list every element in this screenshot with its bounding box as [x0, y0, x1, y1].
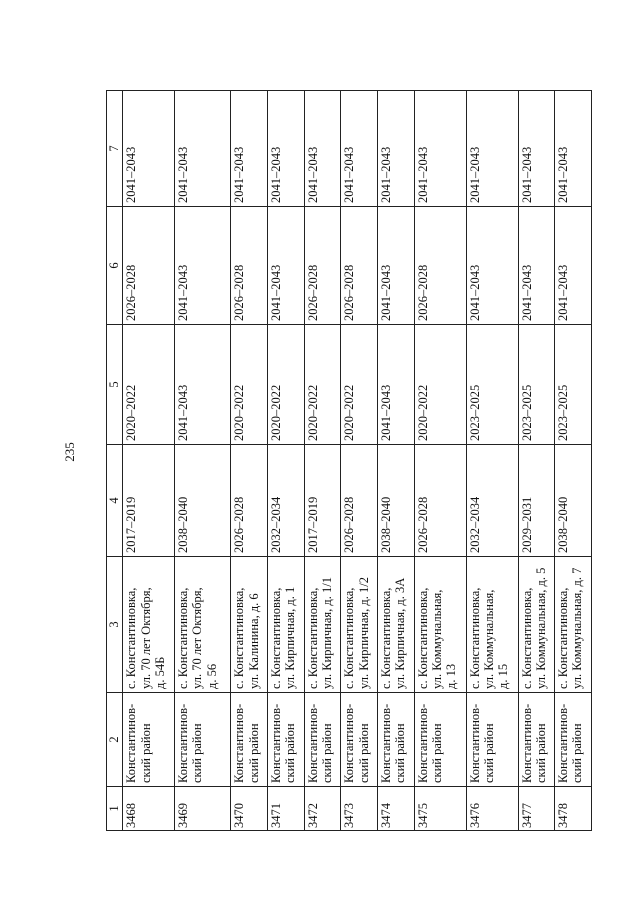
page-number: 235 [62, 442, 77, 462]
period-col5-cell: 2020–2022 [268, 325, 305, 445]
rotated-table-container [106, 91, 592, 831]
period-col5-cell: 2023–2025 [518, 325, 555, 445]
period-col6-cell: 2026–2028 [341, 207, 378, 325]
period-col4-cell: 2026–2028 [231, 445, 268, 557]
col-number-1: 1 [107, 787, 123, 831]
table-row [414, 91, 466, 831]
district-cell: Константинов- ский район [378, 693, 415, 787]
period-col5-cell: 2020–2022 [341, 325, 378, 445]
period-col6-cell: 2026–2028 [231, 207, 268, 325]
district-cell: Константинов- ский район [414, 693, 466, 787]
row-number-cell: 3475 [414, 787, 466, 831]
col-number-7: 7 [107, 91, 123, 207]
period-col7-cell: 2041–2043 [268, 91, 305, 207]
table-row [175, 91, 231, 831]
table-row [518, 91, 555, 831]
table-row [268, 91, 305, 831]
table-row [123, 91, 175, 831]
period-col6-cell: 2026–2028 [123, 207, 175, 325]
table-row [378, 91, 415, 831]
table-row [555, 91, 592, 831]
period-col5-cell: 2020–2022 [304, 325, 341, 445]
period-col5-cell: 2023–2025 [555, 325, 592, 445]
period-col7-cell: 2041–2043 [304, 91, 341, 207]
period-col7-cell: 2041–2043 [414, 91, 466, 207]
address-cell: с. Константиновка, ул. Калинина, д. 6 [231, 557, 268, 693]
period-col5-cell: 2041–2043 [378, 325, 415, 445]
address-cell: с. Константиновка, ул. Кирпичная, д. 3А [378, 557, 415, 693]
col-number-3: 3 [107, 557, 123, 693]
col-number-4: 4 [107, 445, 123, 557]
period-col6-cell: 2041–2043 [175, 207, 231, 325]
period-col4-cell: 2032–2034 [466, 445, 518, 557]
period-col7-cell: 2041–2043 [378, 91, 415, 207]
row-number-cell: 3478 [555, 787, 592, 831]
col-number-6: 6 [107, 207, 123, 325]
row-number-cell: 3472 [304, 787, 341, 831]
table-row [466, 91, 518, 831]
period-col6-cell: 2041–2043 [518, 207, 555, 325]
row-number-cell: 3469 [175, 787, 231, 831]
period-col4-cell: 2026–2028 [341, 445, 378, 557]
col-number-2: 2 [107, 693, 123, 787]
period-col6-cell: 2041–2043 [378, 207, 415, 325]
row-number-cell: 3474 [378, 787, 415, 831]
period-col7-cell: 2041–2043 [231, 91, 268, 207]
address-cell: с. Константиновка, ул. 70 лет Октября, д. 54Б [123, 557, 175, 693]
period-col7-cell: 2041–2043 [341, 91, 378, 207]
address-cell: с. Константиновка, ул. Коммунальная, д. 15 [466, 557, 518, 693]
period-col7-cell: 2041–2043 [175, 91, 231, 207]
row-number-cell: 3470 [231, 787, 268, 831]
period-col5-cell: 2020–2022 [231, 325, 268, 445]
address-cell: с. Константиновка, ул. Кирпичная, д. 1/1 [304, 557, 341, 693]
address-cell: с. Константиновка, ул. Коммунальная, д. 13 [414, 557, 466, 693]
address-cell: с. Константиновка, ул. Кирпичная, д. 1 [268, 557, 305, 693]
district-cell: Константинов- ский район [466, 693, 518, 787]
period-col4-cell: 2026–2028 [414, 445, 466, 557]
row-number-cell: 3468 [123, 787, 175, 831]
table-body [107, 91, 592, 831]
address-cell: с. Константиновка, ул. Кирпичная, д. 1/2 [341, 557, 378, 693]
district-cell: Константинов- ский район [518, 693, 555, 787]
period-col5-cell: 2020–2022 [123, 325, 175, 445]
period-col4-cell: 2038–2040 [378, 445, 415, 557]
district-cell: Константинов- ский район [175, 693, 231, 787]
period-col7-cell: 2041–2043 [123, 91, 175, 207]
district-cell: Константинов- ский район [555, 693, 592, 787]
period-col6-cell: 2041–2043 [466, 207, 518, 325]
table-row [304, 91, 341, 831]
period-col4-cell: 2038–2040 [175, 445, 231, 557]
address-cell: с. Константиновка, ул. Коммунальная, д. 5 [518, 557, 555, 693]
table-row [341, 91, 378, 831]
table-row [231, 91, 268, 831]
period-col5-cell: 2020–2022 [414, 325, 466, 445]
row-number-cell: 3473 [341, 787, 378, 831]
period-col6-cell: 2026–2028 [414, 207, 466, 325]
period-col5-cell: 2023–2025 [466, 325, 518, 445]
period-col6-cell: 2041–2043 [555, 207, 592, 325]
period-col4-cell: 2017–2019 [304, 445, 341, 557]
row-number-cell: 3471 [268, 787, 305, 831]
period-col6-cell: 2026–2028 [304, 207, 341, 325]
district-cell: Константинов- ский район [304, 693, 341, 787]
period-col4-cell: 2017–2019 [123, 445, 175, 557]
period-col6-cell: 2041–2043 [268, 207, 305, 325]
period-col7-cell: 2041–2043 [555, 91, 592, 207]
period-col4-cell: 2029–2031 [518, 445, 555, 557]
row-number-cell: 3477 [518, 787, 555, 831]
address-cell: с. Константиновка, ул. 70 лет Октября, д. 56 [175, 557, 231, 693]
period-col7-cell: 2041–2043 [466, 91, 518, 207]
address-cell: с. Константиновка, ул. Коммунальная, д. 7 [555, 557, 592, 693]
district-cell: Константинов- ский район [341, 693, 378, 787]
district-cell: Константинов- ский район [231, 693, 268, 787]
period-col4-cell: 2038–2040 [555, 445, 592, 557]
period-col5-cell: 2041–2043 [175, 325, 231, 445]
district-cell: Константинов- ский район [123, 693, 175, 787]
col-number-5: 5 [107, 325, 123, 445]
row-number-cell: 3476 [466, 787, 518, 831]
period-col4-cell: 2032–2034 [268, 445, 305, 557]
district-cell: Константинов- ский район [268, 693, 305, 787]
housing-schedule-table [106, 90, 592, 831]
period-col7-cell: 2041–2043 [518, 91, 555, 207]
column-number-row [107, 91, 123, 831]
